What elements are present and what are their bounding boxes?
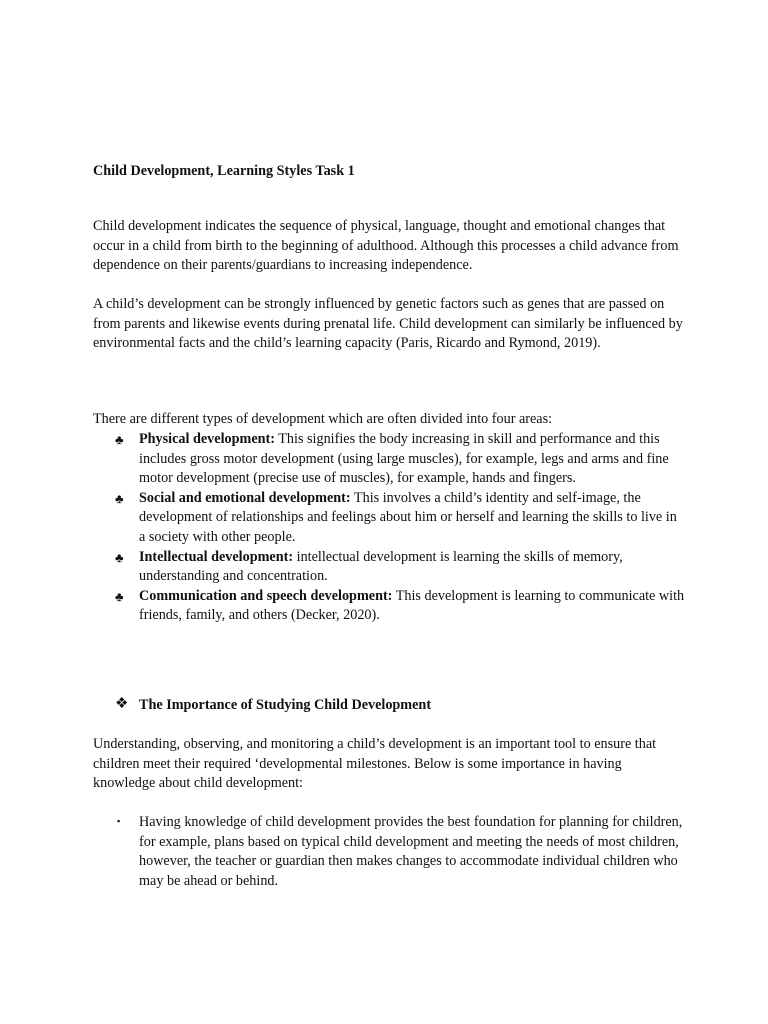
development-types-list [93,430,685,626]
list-item-desc: This development is learning to communicate with friends, family, and others (Decker, 2020). [139,587,685,624]
list-item-term: Physical development: [139,431,275,447]
list-item-desc: This involves a child’s identity and self-image, the development of relationships and feelings about him or herself and learning the skills to live in a society with other people. [139,489,677,545]
document-title: Child Development, Learning Styles Task 1 [93,163,355,179]
club-bullet-icon: ♣ [115,490,124,506]
list-item-desc: This signifies the body increasing in skill and performance and this includes gross motor development (using large muscles), for example, legs and arms and fine motor development (precise use of muscles), for example, hands and fingers. [139,431,669,487]
diamond-bullet-icon: ❖ [115,696,129,712]
list-item [93,548,685,587]
list-item-term: Communication and speech development: [139,587,393,604]
list-item [93,489,685,548]
club-bullet-icon: ♣ [115,588,124,604]
list-item [93,813,685,891]
club-bullet-icon: ♣ [115,432,124,447]
square-bullet-icon: ▪ [117,816,121,826]
importance-list [93,813,685,891]
list-item [93,430,685,489]
list-item [93,587,685,626]
list-item-desc: intellectual development is learning the skills of memory, understanding and concentration. [139,548,623,585]
importance-paragraph: Understanding, observing, and monitoring a child’s development is an important tool to ensure that children meet their required ‘developmental milestones. Below is some importance in having knowledge about child development: [93,736,657,792]
intro-paragraph-2: A child’s development can be strongly influenced by genetic factors such as genes that are passed on from parents and likewise events during prenatal life. Child development can similarly be influenced by environmental facts and the child’s learning capacity (Paris, Ricardo and Rymond, 2019). [93,296,683,352]
list-item-text: Having knowledge of child development provides the best foundation for planning for children, for example, plans based on typical child development and meeting the needs of most children, however, the teacher or guardian then makes changes to accommodate individual children who may be ahead or behind. [139,814,683,889]
types-intro: There are different types of development which are often divided into four areas: [93,411,553,427]
list-item-term: Social and emotional development: [139,489,351,506]
club-bullet-icon: ♣ [115,549,124,565]
section-heading-text: The Importance of Studying Child Development [139,697,432,713]
intro-paragraph-1: Child development indicates the sequence of physical, language, thought and emotional changes that occur in a child from birth to the beginning of adulthood. Although this processes a child advance from dependence on their parents/guardians to increasing independence. [93,218,679,274]
list-item-term: Intellectual development: [139,548,294,565]
